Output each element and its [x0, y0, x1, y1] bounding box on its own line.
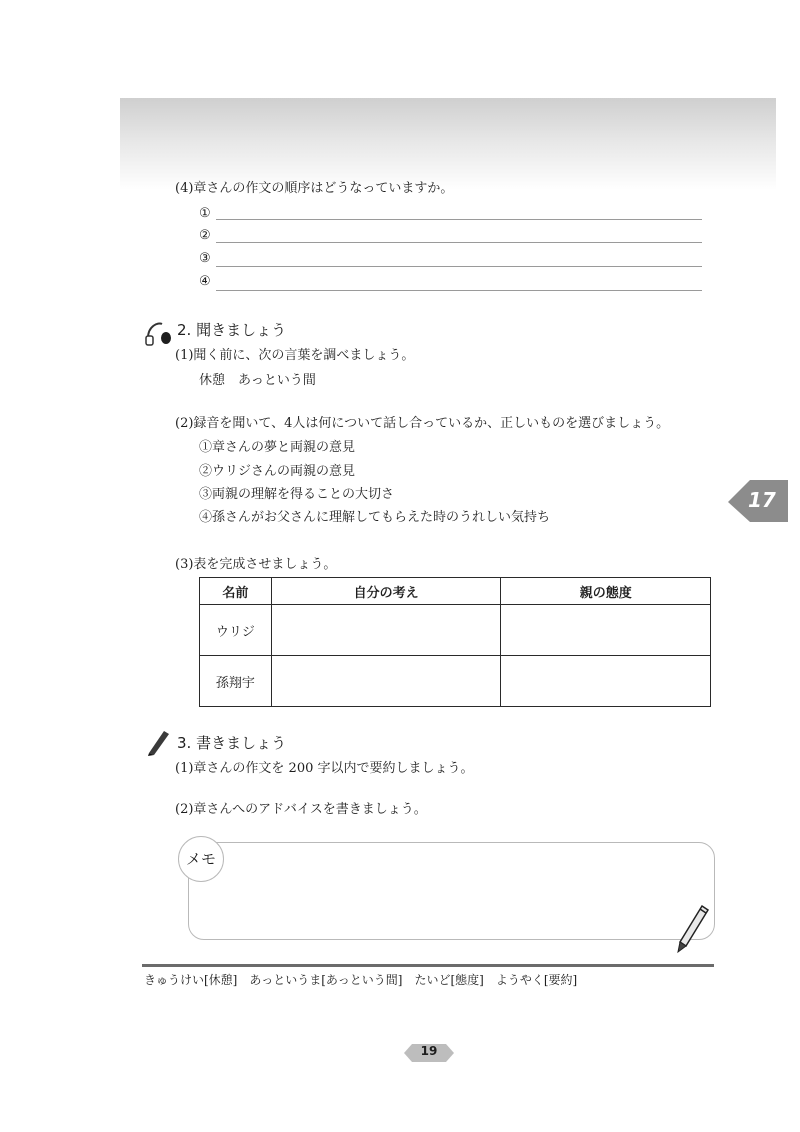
chapter-tab [728, 478, 788, 524]
s2-q2-option-3[interactable]: ③両親の理解を得ることの大切さ [199, 487, 395, 502]
s2-q1-question: (1)聞く前に、次の言葉を調べましょう。 [175, 348, 415, 363]
vocabulary-list: きゅうけい[休憩] あっというま[あっという間] たいど[態度] ようやく[要約] [144, 973, 578, 987]
answer-line-1[interactable] [216, 219, 702, 220]
table-cell-own-view[interactable] [271, 605, 501, 656]
answer-line-2[interactable] [216, 242, 702, 243]
opinion-table [199, 577, 711, 707]
answer-line-3[interactable] [216, 266, 702, 267]
s3-q1: (1)章さんの作文を 200 字以内で要約しましょう。 [175, 761, 474, 776]
table-cell-name: 孫翔宇 [200, 656, 272, 707]
table-row [200, 656, 711, 707]
s2-q2-option-1[interactable]: ①章さんの夢と両親の意見 [199, 440, 356, 455]
s2-q2-question: (2)録音を聞いて、4人は何について話し合っているか、正しいものを選びましょう。 [175, 416, 670, 431]
table-cell-parent-attitude[interactable] [501, 656, 711, 707]
page-number: 19 [420, 1044, 438, 1058]
table-header-name: 名前 [200, 578, 272, 605]
q4-question: (4)章さんの作文の順序はどうなっていますか。 [175, 181, 454, 196]
q4-item-1: ① [199, 206, 211, 221]
section3-title: 3. 書きましょう [177, 734, 287, 752]
table-cell-name: ウリジ [200, 605, 272, 656]
s3-q2: (2)章さんへのアドバイスを書きましょう。 [175, 802, 427, 817]
table-cell-parent-attitude[interactable] [501, 605, 711, 656]
table-row [200, 605, 711, 656]
s2-q1-words: 休憩 あっという間 [199, 373, 316, 388]
q4-item-3: ③ [199, 251, 211, 266]
s2-q2-option-2[interactable]: ②ウリジさんの両親の意見 [199, 464, 356, 479]
q4-item-2: ② [199, 228, 211, 243]
s2-q2-option-4[interactable]: ④孫さんがお父さんに理解してもらえた時のうれしい気持ち [199, 510, 551, 525]
page-number-badge [404, 1043, 454, 1063]
header-band [120, 98, 776, 190]
q4-item-4: ④ [199, 274, 211, 289]
section2-title: 2. 聞きましょう [177, 321, 287, 339]
pen-icon [146, 728, 172, 756]
table-header-parent-attitude: 親の態度 [501, 578, 711, 605]
pencil-icon [674, 904, 710, 954]
answer-line-4[interactable] [216, 290, 702, 291]
chapter-number: 17 [748, 488, 776, 512]
table-header-row [200, 578, 711, 605]
memo-label: メモ [178, 836, 224, 882]
s2-q3-question: (3)表を完成させましょう。 [175, 557, 337, 572]
table-header-own-view: 自分の考え [271, 578, 501, 605]
memo-box[interactable] [188, 842, 715, 940]
table-cell-own-view[interactable] [271, 656, 501, 707]
headphones-icon [144, 318, 176, 346]
vocabulary-rule [142, 964, 714, 967]
